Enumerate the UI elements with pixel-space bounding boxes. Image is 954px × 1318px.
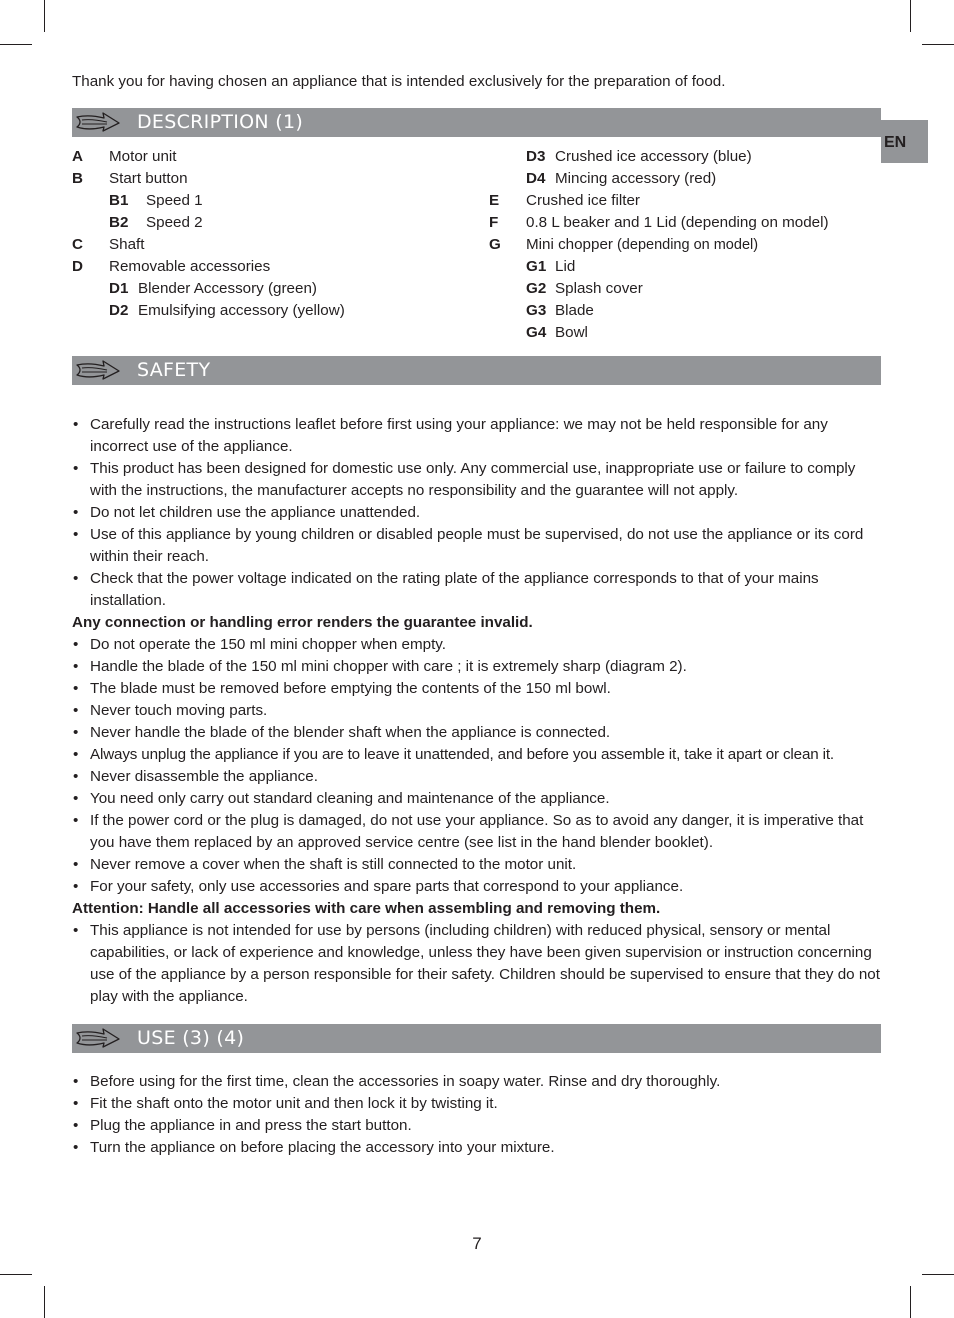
list-item: • Never handle the blade of the blender shaft when the appliance is connected. xyxy=(72,722,884,744)
list-item: • Never disassemble the appliance. xyxy=(72,766,884,788)
list-item: D2 Emulsifying accessory (yellow) xyxy=(109,302,345,319)
section-title: DESCRIPTION (1) xyxy=(137,111,304,133)
list-item: • This product has been designed for domestic use only. Any commercial use, inappropriate use or failure to comply with the instructions, the manufacturer accepts no responsibility and the guarantee will not apply. xyxy=(72,458,884,502)
section-header-safety xyxy=(72,356,881,385)
list-item: • Always unplug the appliance if you are to leave it unattended, and before you assemble it, take it apart or clean it. xyxy=(72,744,884,766)
list-item: B1 Speed 1 xyxy=(109,192,203,209)
list-item: C Shaft xyxy=(72,236,145,253)
list-item: F 0.8 L beaker and 1 Lid (depending on model) xyxy=(489,214,829,231)
list-item: G4 Bowl xyxy=(526,324,588,341)
list-item: • Check that the power voltage indicated on the rating plate of the appliance corresponds to that of your mains installation. xyxy=(72,568,884,612)
safety-list xyxy=(72,414,884,1008)
arrow-right-icon xyxy=(74,1027,122,1051)
list-item: • Handle the blade of the 150 ml mini chopper with care ; it is extremely sharp (diagram 2). xyxy=(72,656,884,678)
list-item: G2 Splash cover xyxy=(526,280,643,297)
list-item: • Do not operate the 150 ml mini chopper when empty. xyxy=(72,634,884,656)
list-item: • If the power cord or the plug is damaged, do not use your appliance. So as to avoid any danger, it is imperative that you have them replaced by an approved service centre (see list in the hand blender booklet). xyxy=(72,810,884,854)
crop-mark xyxy=(922,44,954,45)
arrow-right-icon xyxy=(74,359,122,383)
list-item: • Turn the appliance on before placing the accessory into your mixture. xyxy=(72,1137,884,1159)
crop-mark xyxy=(910,0,911,32)
list-item: G Mini chopper (depending on model) xyxy=(489,236,759,253)
list-item: G1 Lid xyxy=(526,258,576,275)
list-item: • Fit the shaft onto the motor unit and then lock it by twisting it. xyxy=(72,1093,884,1115)
use-list xyxy=(72,1071,884,1159)
crop-mark xyxy=(44,1286,45,1318)
intro-text: Thank you for having chosen an appliance that is intended exclusively for the preparation of food. xyxy=(72,73,726,90)
list-item: • Do not let children use the appliance unattended. xyxy=(72,502,884,524)
section-title: SAFETY xyxy=(137,359,211,381)
list-item: A Motor unit xyxy=(72,148,177,165)
section-header-use xyxy=(72,1024,881,1053)
list-item: D1 Blender Accessory (green) xyxy=(109,280,317,297)
list-item: D3 Crushed ice accessory (blue) xyxy=(526,148,752,165)
list-item: • Use of this appliance by young children or disabled people must be supervised, do not use the appliance or its cord within their reach. xyxy=(72,524,884,568)
warning-text: Any connection or handling error renders the guarantee invalid. xyxy=(72,614,533,631)
list-item: • This appliance is not intended for use by persons (including children) with reduced physical, sensory or mental capabilities, or lack of experience and knowledge, unless they have been given supervision or instruction concerning use of the appliance by a person responsible for their safety. Children should be supervised to ensure that they do not play with the appliance. xyxy=(72,920,884,1008)
crop-mark xyxy=(44,0,45,32)
list-item: • Before using for the first time, clean the accessories in soapy water. Rinse and dry thoroughly. xyxy=(72,1071,884,1093)
list-item: • Never remove a cover when the shaft is still connected to the motor unit. xyxy=(72,854,884,876)
list-item: • The blade must be removed before emptying the contents of the 150 ml bowl. xyxy=(72,678,884,700)
arrow-right-icon xyxy=(74,111,122,135)
list-item: B Start button xyxy=(72,170,188,187)
list-item: E Crushed ice filter xyxy=(489,192,640,209)
list-item: • For your safety, only use accessories and spare parts that correspond to your appliance. xyxy=(72,876,884,898)
section-title: USE (3) (4) xyxy=(137,1027,245,1049)
list-item: D4 Mincing accessory (red) xyxy=(526,170,717,187)
list-item: • You need only carry out standard cleaning and maintenance of the appliance. xyxy=(72,788,884,810)
list-item: G3 Blade xyxy=(526,302,594,319)
section-header-description xyxy=(72,108,881,137)
list-item: B2 Speed 2 xyxy=(109,214,203,231)
list-item: • Carefully read the instructions leaflet before first using your appliance: we may not be held responsible for any incorrect use of the appliance. xyxy=(72,414,884,458)
list-item: • Never touch moving parts. xyxy=(72,700,884,722)
warning-text: Attention: Handle all accessories with care when assembling and removing them. xyxy=(72,900,661,917)
list-item: D Removable accessories xyxy=(72,258,271,275)
list-item: • Plug the appliance in and press the start button. xyxy=(72,1115,884,1137)
crop-mark xyxy=(0,1274,32,1275)
language-tab: EN xyxy=(881,120,928,163)
crop-mark xyxy=(910,1286,911,1318)
crop-mark xyxy=(0,44,32,45)
page-number: 7 xyxy=(472,1234,482,1253)
crop-mark xyxy=(922,1274,954,1275)
